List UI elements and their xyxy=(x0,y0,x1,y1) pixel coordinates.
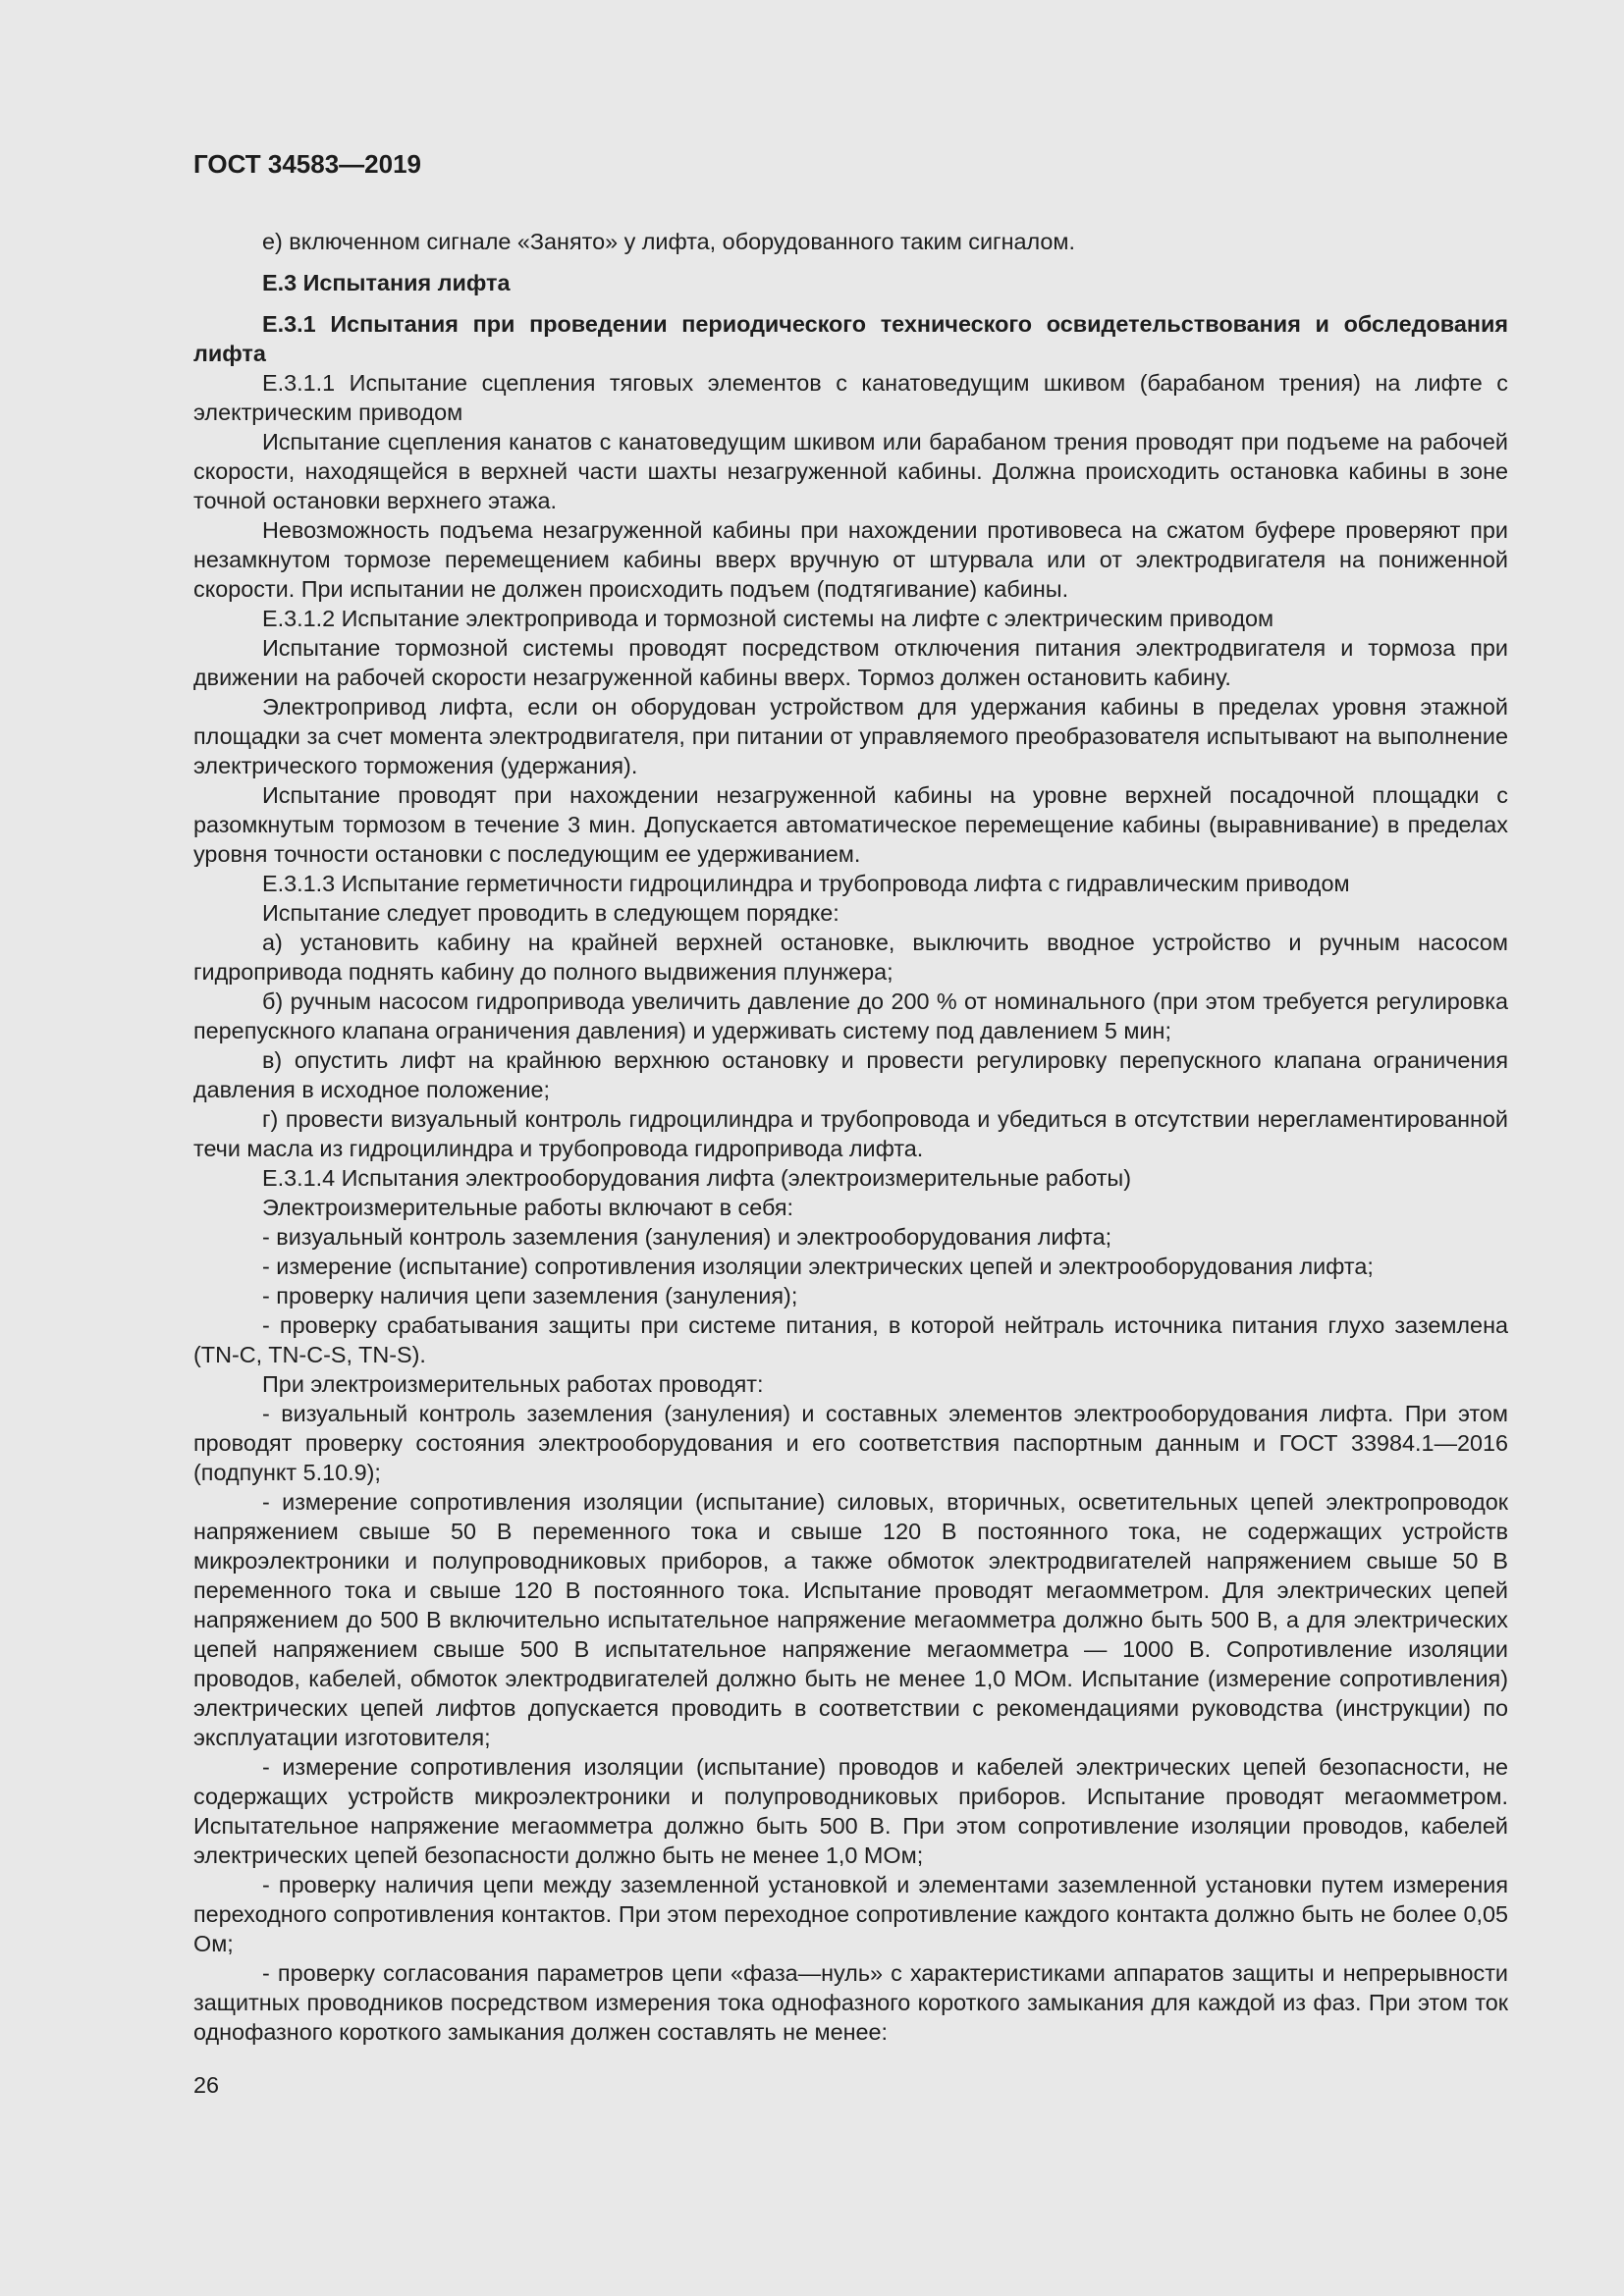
list-item: - проверку наличия цепи заземления (зануления); xyxy=(262,1283,798,1308)
list-item: - визуальный контроль заземления (зануления) и электрооборудования лифта; xyxy=(262,1224,1112,1250)
list-item: - визуальный контроль заземления (зануления) и составных элементов электрооборудования лифта. При этом проводят проверку состояния электрооборудования и его соответствия паспортным данным и ГОСТ 33984.1—2016 (подпункт 5.10.9); xyxy=(193,1401,1508,1485)
paragraph: Испытание тормозной системы проводят посредством отключения питания электродвигателя и тормоза при движении на рабочей скорости незагруженной кабины вверх. Тормоз должен остановить кабину. xyxy=(193,635,1508,690)
document-body xyxy=(193,227,1508,2047)
list-item: - измерение сопротивления изоляции (испытание) проводов и кабелей электрических цепей безопасности, не содержащих устройств микроэлектроники и полупроводниковых приборов. Испытание проводят мегаомметром. Испытательное напряжение мегаомметра должно быть 500 В. При этом сопротивление изоляции проводов, кабелей электрических цепей безопасности должно быть не менее 1,0 МОм; xyxy=(193,1754,1508,1868)
paragraph: Испытание проводят при нахождении незагруженной кабины на уровне верхней посадочной площадки с разомкнутым тормозом в течение 3 мин. Допускается автоматическое перемещение кабины (выравнивание) в пределах уровня точности остановки с последующим ее удерживанием. xyxy=(193,782,1508,867)
list-item: в) опустить лифт на крайнюю верхнюю остановку и провести регулировку перепускного клапана ограничения давления в исходное положение; xyxy=(193,1047,1508,1102)
section-heading-e31: Е.3.1 Испытания при проведении периодического технического освидетельствования и обследования лифта xyxy=(193,311,1508,366)
paragraph: Электропривод лифта, если он оборудован устройством для удержания кабины в пределах уровня этажной площадки за счет момента электродвигателя, при питании от управляемого преобразователя испытывают на выполнение электрического торможения (удержания). xyxy=(193,694,1508,778)
list-item-e: е) включенном сигнале «Занято» у лифта, оборудованного таким сигналом. xyxy=(262,229,1076,254)
paragraph: Невозможность подъема незагруженной кабины при нахождении противовеса на сжатом буфере проверяют при незамкнутом тормозе перемещением кабины вверх вручную от штурвала или от электродвигателя на пониженной скорости. При испытании не должен происходить подъем (подтягивание) кабины. xyxy=(193,517,1508,602)
paragraph: Испытание сцепления канатов с канатоведущим шкивом или барабаном трения проводят при подъеме на рабочей скорости, находящейся в верхней части шахты незагруженной кабины. Должна происходить остановка кабины в зоне точной остановки верхнего этажа. xyxy=(193,429,1508,513)
section-heading-e3: Е.3 Испытания лифта xyxy=(262,270,511,295)
list-item: - проверку наличия цепи между заземленной установкой и элементами заземленной установки путем измерения переходного сопротивления контактов. При этом переходное сопротивление каждого контакта должно быть не более 0,05 Ом; xyxy=(193,1872,1508,1956)
list-item: - измерение сопротивления изоляции (испытание) силовых, вторичных, осветительных цепей электропроводок напряжением свыше 50 В переменного тока и свыше 120 В постоянного тока, не содержащих устройств микроэлектроники и полупроводниковых приборов, а также обмоток электродвигателей напряжением свыше 50 В переменного тока и свыше 120 В постоянного тока. Испытание проводят мегаомметром. Для электрических цепей напряжением до 500 В включительно испытательное напряжение мегаомметра должно быть 500 В, а для электрических цепей напряжением свыше 500 В испытательное напряжение мегаомметра — 1000 В. Сопротивление изоляции проводов, кабелей, обмоток электродвигателей должно быть не менее 1,0 МОм. Испытание (измерение сопротивления) электрических цепей лифтов допускается проводить в соответствии с рекомендациями руководства (инструкции) по эксплуатации изготовителя; xyxy=(193,1489,1508,1750)
subsection-heading-e311: Е.3.1.1 Испытание сцепления тяговых элементов с канатоведущим шкивом (барабаном трения) на лифте с электрическим приводом xyxy=(193,370,1508,425)
subsection-heading-e314: Е.3.1.4 Испытания электрооборудования лифта (электроизмерительные работы) xyxy=(262,1165,1132,1191)
paragraph: Испытание следует проводить в следующем порядке: xyxy=(262,900,839,926)
document-header: ГОСТ 34583—2019 xyxy=(193,149,421,179)
list-item: - проверку согласования параметров цепи «фаза—нуль» с характеристиками аппаратов защиты и непрерывности защитных проводников посредством измерения тока однофазного короткого замыкания для каждой из фаз. При этом ток однофазного короткого замыкания должен составлять не менее: xyxy=(193,1960,1508,2045)
list-item: - проверку срабатывания защиты при системе питания, в которой нейтраль источника питания глухо заземлена (TN-C, TN-C-S, TN-S). xyxy=(193,1312,1508,1367)
paragraph: Электроизмерительные работы включают в себя: xyxy=(262,1195,794,1220)
paragraph: При электроизмерительных работах проводят: xyxy=(262,1371,764,1397)
subsection-heading-e313: Е.3.1.3 Испытание герметичности гидроцилиндра и трубопровода лифта с гидравлическим приводом xyxy=(262,871,1350,896)
list-item: б) ручным насосом гидропривода увеличить давление до 200 % от номинального (при этом требуется регулировка перепускного клапана ограничения давления) и удерживать систему под давлением 5 мин; xyxy=(193,988,1508,1043)
list-item: г) провести визуальный контроль гидроцилиндра и трубопровода и убедиться в отсутствии нерегламентированной течи масла из гидроцилиндра и трубопровода гидропривода лифта. xyxy=(193,1106,1508,1161)
list-item: а) установить кабину на крайней верхней остановке, выключить вводное устройство и ручным насосом гидропривода поднять кабину до полного выдвижения плунжера; xyxy=(193,930,1508,985)
list-item: - измерение (испытание) сопротивления изоляции электрических цепей и электрооборудования лифта; xyxy=(262,1254,1374,1279)
page-number: 26 xyxy=(193,2072,220,2098)
subsection-heading-e312: Е.3.1.2 Испытание электропривода и тормозной системы на лифте с электрическим приводом xyxy=(262,606,1274,631)
